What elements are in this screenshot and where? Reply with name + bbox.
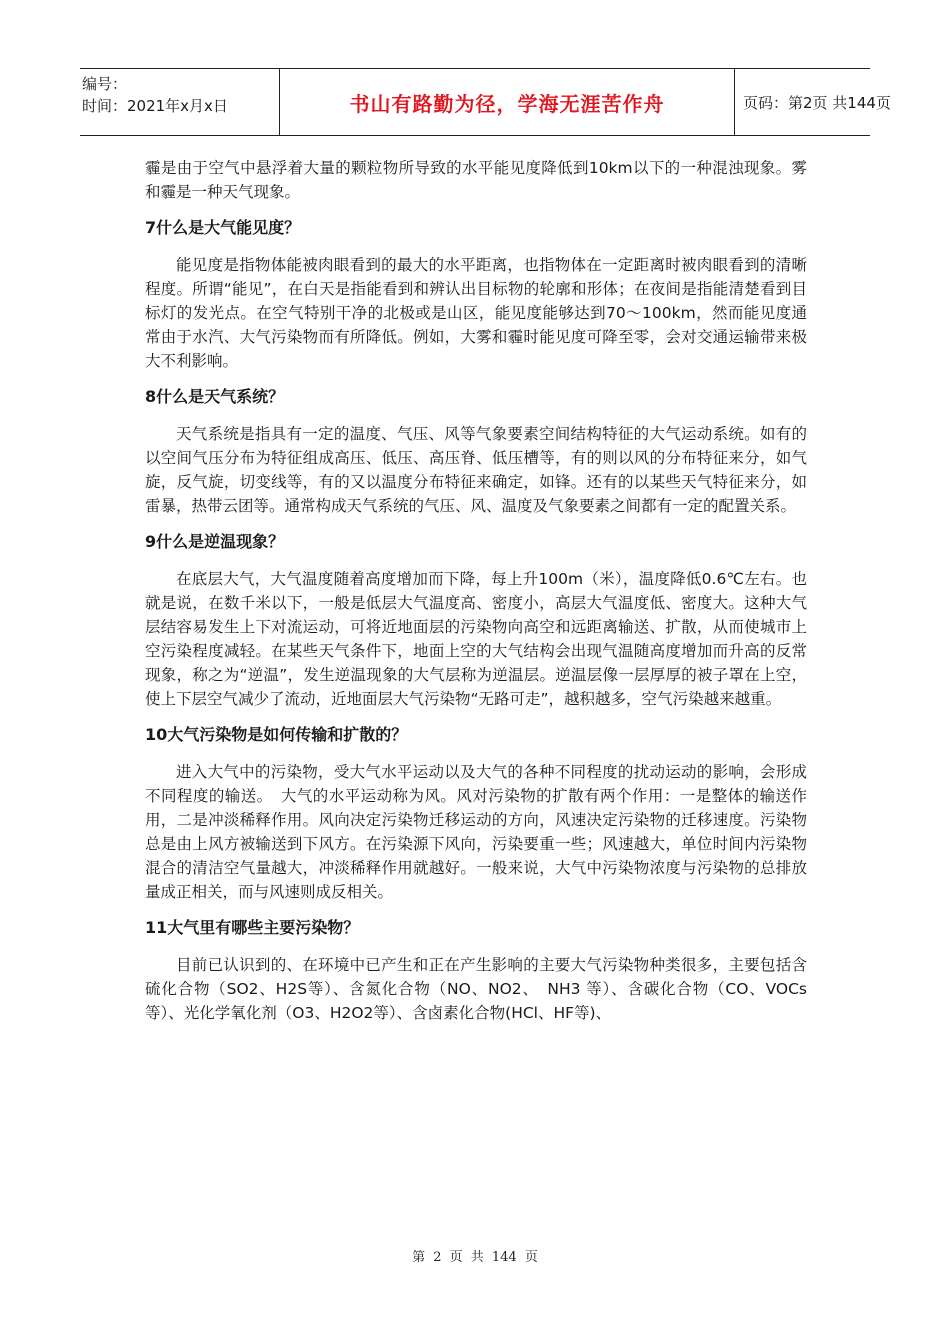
- page-header: [80, 68, 891, 136]
- section-title: 10大气污染物是如何传输和扩散的？: [145, 725, 408, 744]
- header-meta: [80, 69, 280, 135]
- page-footer: 第 2 页 共 144 页: [412, 1250, 538, 1265]
- doc-number-label: 编号：: [82, 75, 128, 93]
- section-title: 9什么是逆温现象？: [145, 532, 285, 551]
- document-body: [145, 156, 807, 1025]
- doc-date-label: 时间：2021年x月x日: [82, 97, 228, 115]
- intro-paragraph: 霾是由于空气中悬浮着大量的颗粒物所导致的水平能见度降低到10km以下的一种混浊现象。雾和霾是一种天气现象。: [145, 159, 807, 201]
- section-title: 7什么是大气能见度？: [145, 218, 301, 237]
- header-motto: 书山有路勤为径，学海无涯苦作舟: [280, 69, 735, 135]
- header-page-number: 页码：第2页 共144页: [743, 93, 891, 112]
- section-body: 目前已认识到的、在环境中已产生和正在产生影响的主要大气污染物种类很多，主要包括含硫化合物（SO2、H2S等）、含氮化合物（NO、NO2、 NH3 等）、含碳化合物（CO、VOCs等）、光化学氧化剂（O3、H2O2等）、含卤素化合物(HCl、HF等)、: [145, 956, 807, 1022]
- section-body: 进入大气中的污染物，受大气水平运动以及大气的各种不同程度的扰动运动的影响，会形成不同程度的输送。 大气的水平运动称为风。风对污染物的扩散有两个作用：一是整体的输送作用，二是冲淡稀释作用。风向决定污染物迁移运动的方向，风速决定污染物的迁移速度。污染物总是由上风方被输送到下风方。在污染源下风向，污染要重一些；风速越大，单位时间内污染物混合的清洁空气量越大，冲淡稀释作用就越好。一般来说，大气中污染物浓度与污染物的总排放量成正相关，而与风速则成反相关。: [145, 763, 807, 901]
- section-body: 天气系统是指具有一定的温度、气压、风等气象要素空间结构特征的大气运动系统。如有的以空间气压分布为特征组成高压、低压、高压脊、低压槽等，有的则以风的分布特征来分，如气旋，反气旋，切变线等，有的又以温度分布特征来确定，如锋。还有的以某些天气特征来分，如雷暴，热带云团等。通常构成天气系统的气压、风、温度及气象要素之间都有一定的配置关系。: [145, 425, 807, 515]
- section-body: 在底层大气，大气温度随着高度增加而下降，每上升100m（米），温度降低0.6℃左右。也就是说，在数千米以下，一般是低层大气温度高、密度小，高层大气温度低、密度大。这种大气层结容易发生上下对流运动，可将近地面层的污染物向高空和远距离输送、扩散，从而使城市上空污染程度减轻。在某些天气条件下，地面上空的大气结构会出现气温随高度增加而升高的反常现象，称之为“逆温”，发生逆温现象的大气层称为逆温层。逆温层像一层厚厚的被子罩在上空，使上下层空气减少了流动，近地面层大气污染物“无路可走”，越积越多，空气污染越来越重。: [145, 570, 807, 708]
- section-body: 能见度是指物体能被肉眼看到的最大的水平距离，也指物体在一定距离时被肉眼看到的清晰程度。所谓“能见”，在白天是指能看到和辨认出目标物的轮廓和形体；在夜间是指能清楚看到目标灯的发光点。在空气特别干净的北极或是山区，能见度能够达到70～100km，然而能见度通常由于水汽、大气污染物而有所降低。例如，大雾和霾时能见度可降至零，会对交通运输带来极大不利影响。: [145, 256, 807, 370]
- section-title: 11大气里有哪些主要污染物？: [145, 918, 360, 937]
- section-title: 8什么是天气系统？: [145, 387, 285, 406]
